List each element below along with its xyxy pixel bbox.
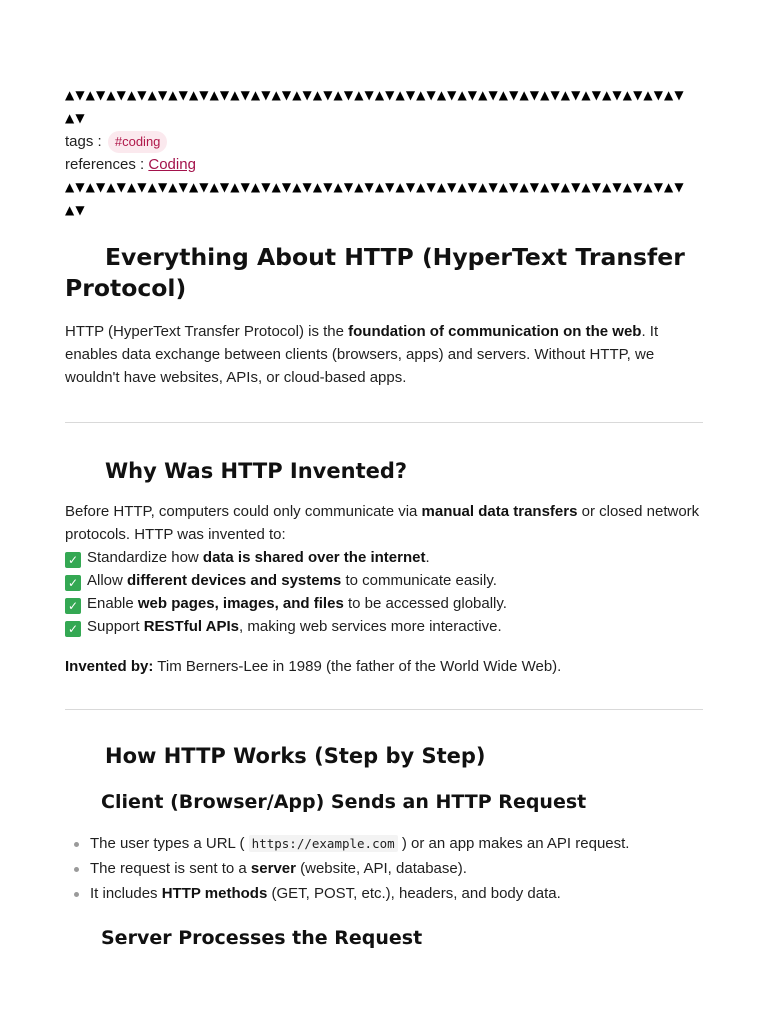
list-text: (website, API, database).: [295, 860, 467, 877]
checklist-text: Support: [87, 618, 144, 635]
url-code: https://example.com: [249, 835, 398, 852]
checklist-item: [65, 615, 703, 638]
invented-by-paragraph: [65, 655, 703, 678]
list-text: It includes: [90, 885, 162, 902]
list-bold: HTTP methods: [161, 885, 268, 902]
intro-text-c: . It enables data exchange between clients (browsers, apps) and servers. Without HTTP, we wouldn't have websites, APIs, or cloud-based apps.: [65, 323, 659, 386]
list-item: [65, 856, 703, 881]
checklist-item: [65, 546, 703, 569]
checklist-item: [65, 569, 703, 592]
why-text-a: Before HTTP, computers could only communicate via: [65, 503, 422, 520]
frontmatter-divider-top: ▲▼▲▼▲▼▲▼▲▼▲▼▲▼▲▼▲▼▲▼▲▼▲▼▲▼▲▼▲▼▲▼▲▼▲▼▲▼▲▼▲▼▲▼▲▼▲▼▲▼▲▼▲▼▲▼▲▼▲▼▲▼: [65, 88, 685, 125]
checklist-text: to be accessed globally.: [343, 595, 507, 612]
list-text: The request is sent to a: [90, 860, 251, 877]
list-item: [65, 881, 703, 906]
heading-client-sends-request: Client (Browser/App) Sends an HTTP Request: [101, 791, 587, 813]
tags-label: tags :: [65, 133, 106, 150]
checklist-text: Enable: [87, 595, 138, 612]
reference-link-coding[interactable]: Coding: [148, 156, 196, 173]
divider: [65, 709, 703, 710]
why-text-bold: manual data transfers: [421, 503, 578, 520]
heading-why-invented: Why Was HTTP Invented?: [105, 459, 408, 483]
list-bold: server: [250, 860, 296, 877]
list-text: ) or an app makes an API request.: [397, 835, 630, 852]
checklist-text: , making web services more interactive.: [239, 618, 502, 635]
checklist-bold: web pages, images, and files: [137, 595, 344, 612]
why-intro-paragraph: [65, 500, 703, 546]
check-mark-icon: ✓: [65, 575, 81, 591]
list-text: (GET, POST, etc.), headers, and body data.: [267, 885, 561, 902]
request-bullet-list: [65, 831, 703, 906]
references-line: [65, 153, 703, 176]
invented-by-text: Tim Berners-Lee in 1989 (the father of the World Wide Web).: [153, 658, 562, 675]
list-text: The user types a URL (: [90, 835, 249, 852]
checklist-text: Standardize how: [87, 549, 203, 566]
heading-server-processes-request: Server Processes the Request: [101, 927, 423, 949]
checklist-bold: RESTful APIs: [143, 618, 240, 635]
check-mark-icon: ✓: [65, 552, 81, 568]
tags-line: [65, 130, 703, 153]
intro-text-bold: foundation of communication on the web: [348, 323, 642, 340]
checklist-text: to communicate easily.: [341, 572, 497, 589]
frontmatter-divider-bottom: ▲▼▲▼▲▼▲▼▲▼▲▼▲▼▲▼▲▼▲▼▲▼▲▼▲▼▲▼▲▼▲▼▲▼▲▼▲▼▲▼▲▼▲▼▲▼▲▼▲▼▲▼▲▼▲▼▲▼▲▼▲▼: [65, 180, 685, 217]
checklist-text: Allow: [87, 572, 128, 589]
checklist-bold: different devices and systems: [127, 572, 342, 589]
references-label: references :: [65, 156, 149, 173]
intro-paragraph: [65, 320, 703, 389]
heading-how-http-works: How HTTP Works (Step by Step): [105, 744, 486, 768]
invented-by-label: Invented by:: [65, 658, 154, 675]
intro-text-a: HTTP (HyperText Transfer Protocol) is the: [65, 323, 349, 340]
list-item: [65, 831, 703, 856]
divider: [65, 422, 703, 423]
checklist-text: .: [425, 549, 430, 566]
tag-coding[interactable]: #coding: [108, 131, 168, 153]
why-text-c: or closed network protocols. HTTP was invented to:: [65, 503, 700, 543]
check-mark-icon: ✓: [65, 621, 81, 637]
check-mark-icon: ✓: [65, 598, 81, 614]
checklist-item: [65, 592, 703, 615]
page-title: Everything About HTTP (HyperText Transfer Protocol): [65, 243, 685, 302]
checklist-bold: data is shared over the internet: [202, 549, 426, 566]
note-content: [65, 84, 703, 951]
